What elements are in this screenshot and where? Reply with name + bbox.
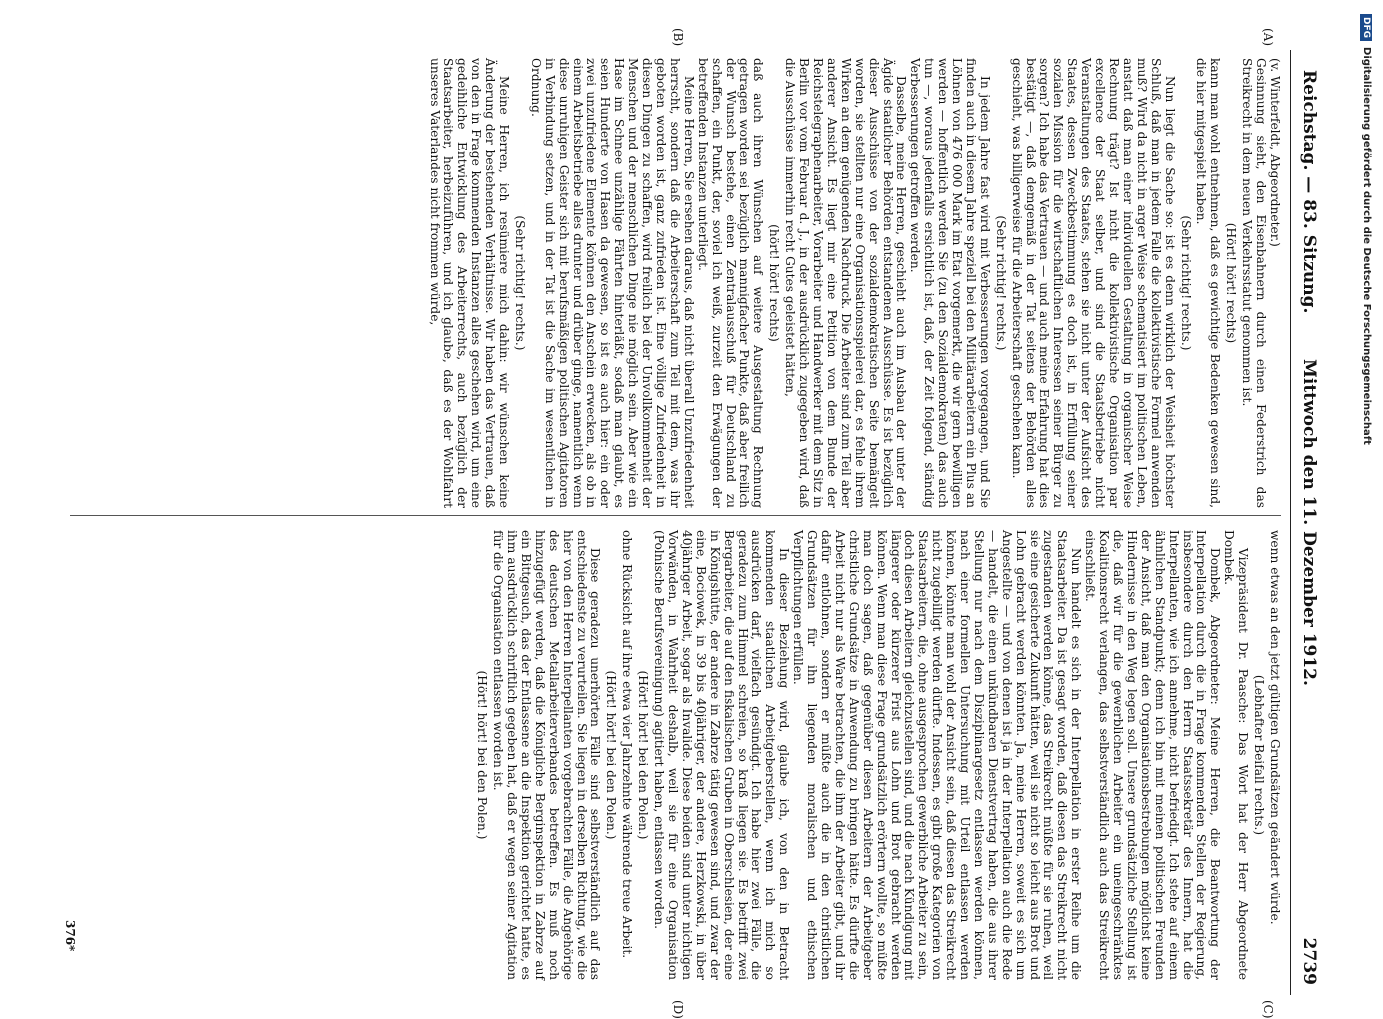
- paragraph: Nun handelt es sich in der Interpellation in erster Reihe um die Staatsarbeiter. Da ist gesagt worden, daß diesen das Streikrecht nicht zugestanden werden könne, das Streikrecht müßte für sie ruhen, weil sie eine gesicherte Zukunft hätten, weil sie nicht so leicht aus Brot und Lohn gebracht werden könnten. Ja, meine Herren, soweit es sich um Angestellte — und von denen ist ja in der Interpellation auch die Rede — handelt, die einen unkündbaren Dienstvertrag haben, die aus ihrer Stellung nur nach dem Disziplinargesetz entlassen werden können, nach einer formellen Untersuchung mit Urteil entlassen werden können, könnte man wohl der Ansicht sein, daß diesen das Streikrecht nicht zugebilligt werden dürfte. Indessen, es gibt große Kategorien von Staatsarbeitern, die, ohne ausgesprochen gewerbliche Arbeiter zu sein, doch diesen Arbeitern gleichzustellen sind, und die nach Kündigung mit längerer oder kürzerer Frist aus Lohn und Brot gebracht werden können. Wenn man diese Frage grundsätzlich erörtern wollte, so müßte man doch sagen, daß gegenüber diesen Arbeitern der Arbeitgeber christliche Grundsätze in Anwendung zu bringen hätte. Es dürfte die Arbeit nicht nur als Ware betrachten, die ihm der Arbeiter gibt, und ihr dafür entlohnen, sondern er müßte auch die in den christlichen Grundsätzen für ihn liegenden moralischen und ethischen Verpflichtungen erfüllen.: [791, 530, 1084, 980]
- header-left: Reichstag. — 83. Sitzung.: [1299, 70, 1319, 314]
- paragraph: Dombek, Abgeordneter: Meine Herren, die Beantwortung der Interpellation durch die in Frage kommenden Stellen der Regierung, insbesondere durch den Herrn Staatssekretär des Innern, hat die Interpellanten, wie ich annehme, nicht befriedigt. Ich stehe auf einem ähnlichen Standpunkt; denn ich bin mit meinen politischen Freunden der Ansicht, daß man den Organisationsbestrebungen möglichst keine Hindernisse in den Weg legen soll. Unsere grundsätzliche Stellung ist die, daß wir für die gewerblichen Arbeiter ein uneingeschränktes Koalitionsrecht verlangen, das selbstverständlich auch das Streikrecht einschließt.: [1083, 530, 1223, 980]
- paragraph: Vizepräsident Dr. Paasche: Das Wort hat der Herr Abgeordnete Dombek.: [1222, 530, 1251, 980]
- remark: (Hört! hört! bei den Polen.): [604, 670, 619, 840]
- remark: (hört! hört! rechts): [767, 224, 782, 342]
- paragraph: daß auch ihren Wünschen auf weitere Ausgestaltung Rechnung getragen worden sei bezüglich mannigfacher Punkte, daß aber freilich der Wunsch bestehe, einen Zentralausschuß für Deutschland zu schaffen, ein Punkt, der, soviel ich weiß, zurzeit den Erwägungen der betreffenden Instanzen unterliegt.: [695, 58, 766, 508]
- header-rule: [1290, 50, 1291, 995]
- speaker-ref: (v. Winterfeldt, Abgeordneter.): [1268, 58, 1282, 247]
- paragraph: Diese geradezu unerhörten Fälle sind selbstverständlich auf das entschiedenste zu verurteilen. Sie liegen in derselben Richtung, wie die hier von den Herren Interpellanten vorgebrachten Fälle, die Angehörige des deutschen Metallarbeiterverbandes betreffen. Es muß noch hinzugefügt werden, daß die Königliche Berginspektion in Zabrze auf ein Bittgesuch, das der Entlassene an die Inspektion gerichtet hatte, es ihm ausdrücklich schriftlich gegeben hat, daß er wegen seiner Agitation für die Organisation entlassen worden ist.: [491, 530, 603, 980]
- margin-marker-c: (C): [1261, 1000, 1275, 1019]
- paragraph: kann man wohl entnehmen, daß es gewichtige Bedenken gewesen sind, die hier mitgespielt haben.: [1194, 58, 1223, 508]
- margin-marker-b: (B): [671, 28, 685, 47]
- paragraph: Meine Herren, ich resümiere mich dahin: wir wünschen keine Änderung der bestehenden Verhältnisse. Wir haben das Vertrauen, daß von den in Frage kommenden Instanzen alles geschehen wird, um eine gedeihliche Entwicklung des Arbeiterrechts, auch bezüglich der Staatsarbeiter, herbeizuführen, und ich glaube, daß es der Wohlfahrt unseres Vaterlandes nicht frommen würde,: [427, 58, 512, 508]
- remark: (Sehr richtig! rechts.): [1178, 215, 1193, 351]
- paragraph: In dieser Beziehung wird, glaube ich, von den in Betracht kommenden staatlichen Arbeitgeberstellen, wenn ich mich so ausdrücken darf, vielfach gesündigt. Ich habe hier zwei Fälle, die geradezu zum Himmel schreien, so kraß liegen sie. Es betrifft zwei Bergarbeiter, die auf den fiskalischen Gruben in Oberschlesien, der eine in Königshütte, der andere in Zabrze tätig gewesen sind, und zwar der eine, Bociowek, in 39 bis 40jähriger, der andere, Herzkowski, in über 40jähriger Arbeit, sogar als Invalide. Diese beiden sind unter nichtigen Vorwänden, in Wahrheit deshalb, weil sie für eine Organisation (Polnische Berufsvereinigung) agitiert haben, entlassen worden.: [652, 530, 792, 980]
- header-date: Mittwoch den 11. Dezember 1912.: [1299, 359, 1319, 686]
- dfg-logo: DFG: [1360, 14, 1372, 41]
- remark: (Hört! hört! bei den Polen.): [475, 670, 490, 840]
- paragraph: wenn etwas an den jetzt gültigen Grundsätzen geändert würde.: [1268, 530, 1282, 925]
- newspaper-page: [50, 28, 1325, 1019]
- margin-marker-d: (D): [671, 1000, 685, 1019]
- margin-marker-a: (A): [1261, 28, 1275, 47]
- remark: (Sehr richtig! rechts.): [512, 215, 527, 351]
- remark: (Sehr richtig! rechts.): [993, 215, 1008, 351]
- remark: (Hört! hört! rechts): [1224, 222, 1239, 344]
- paragraph: Nun liegt die Sache so: ist es denn wirklich der Weisheit höchster Schluß, daß man in jedem Falle die kollektivistische Formel anwenden muß? Wird da nicht in arger Weise schematisiert im politischen Leben, anstatt daß man einer individuellen Gestaltung in organischer Weise Rechnung trägt? Ist nicht die kollektivistische Organisation par excellence der Staat selber, und sind die Staatsbetriebe nicht Veranstaltungen des Staates, stehen sie nicht unter der Aufsicht des Staates, dessen Zweckbestimmung es doch ist, in Erfüllung seiner sozialen Mission für die wirtschaftlichen Interessen seiner Bürger zu sorgen? Ich habe das Vertrauen — und auch meine Erfahrung hat dies bestätigt —, daß demgemäß in der Tat seitens der Behörden alles geschieht, was billigerweise für die Arbeiterschaft geschehen kann.: [1009, 58, 1177, 508]
- page-header: [1291, 50, 1325, 995]
- left-column: [427, 58, 1281, 508]
- page-number: 2739: [1299, 937, 1319, 985]
- paragraph: Meine Herren, Sie ersehen daraus, daß nicht überall Unzufriedenheit herrscht, sondern daß die Arbeiterschaft zum Teil mit dem, was ihr geboten worden ist, ganz zufrieden ist. Eine völlige Zufriedenheit in diesen Dingen zu schaffen, wird freilich bei der Unvollkommenheit der Menschen und der menschlichen Dinge nie möglich sein. Aber wie ein Hase im Schnee unzählige Fährten hinterläßt, sodaß man glaubt, es seien Hunderte von Hasen da gewesen, so ist es auch hier: ein oder zwei unzufriedene Elemente können den Anschein erwecken, als ob in einem Arbeitsbetriebe alles drunter und drüber ginge, namentlich wenn diese unruhigen Geister sich mit berufsmäßigen politischen Agitatoren in Verbindung setzen, und in der Tat ist die Sache im wesentlichen in Ordnung.: [528, 58, 696, 508]
- column-divider: [70, 515, 1281, 516]
- digitization-credit: [1352, 14, 1372, 1014]
- remark: (Hört! hört! bei den Polen.): [636, 670, 651, 840]
- paragraph: ohne Rücksicht auf ihre etwa vier Jahrzehnte währende treue Arbeit.: [620, 530, 635, 959]
- remark: (Lebhafter Beifall rechts.): [1252, 674, 1267, 836]
- page-footer: 376*: [63, 920, 77, 952]
- right-column: [472, 530, 1281, 980]
- credit-text: Digitalisierung gefördert durch die Deutsche Forschungsgemeinschaft: [1361, 47, 1372, 445]
- paragraph: Dasselbe, meine Herren, geschieht auch im Ausbau der unter der Ägide staatlicher Behörden entstandenen Ausschüsse. Es ist bezüglich dieser Ausschüsse von der sozialdemokratischen Seite bemängelt worden, sie stellten nur eine Organisationsspielerei dar, es fehle ihrem Wirken an dem genügenden Nachdruck. Die Arbeiter sind zum Teil aber anderer Ansicht. Es liegt mir eine Petition von dem Bunde der Reichstelegraphenarbeiter, Vorarbeiter und Handwerker mit dem Sitz in Berlin vor vom Februar d. J., in der ausdrücklich zugegeben wird, daß die Ausschüsse immerhin recht Gutes geleistet hätten,: [783, 58, 909, 508]
- paragraph: Gesinnung sieht, den Eisenbahnern durch einen Federstrich das Streikrecht in dem neuen Verkehrsstatut genommen ist.: [1240, 58, 1269, 508]
- paragraph: In jedem Jahre fast wird mit Verbesserungen vorgegangen, und Sie finden auch in diesem Jahre speziell bei den Militärarbeitern ein Plus an Löhnen von 476 000 Mark im Etat vorgemerkt, die wir gern bewilligen werden — hoffentlich werden Sie (zu den Sozialdemokraten) das auch tun —, woraus jedenfalls ersichtlich ist, daß, der Zeit folgend, ständig Verbesserungen getroffen werden.: [908, 58, 992, 508]
